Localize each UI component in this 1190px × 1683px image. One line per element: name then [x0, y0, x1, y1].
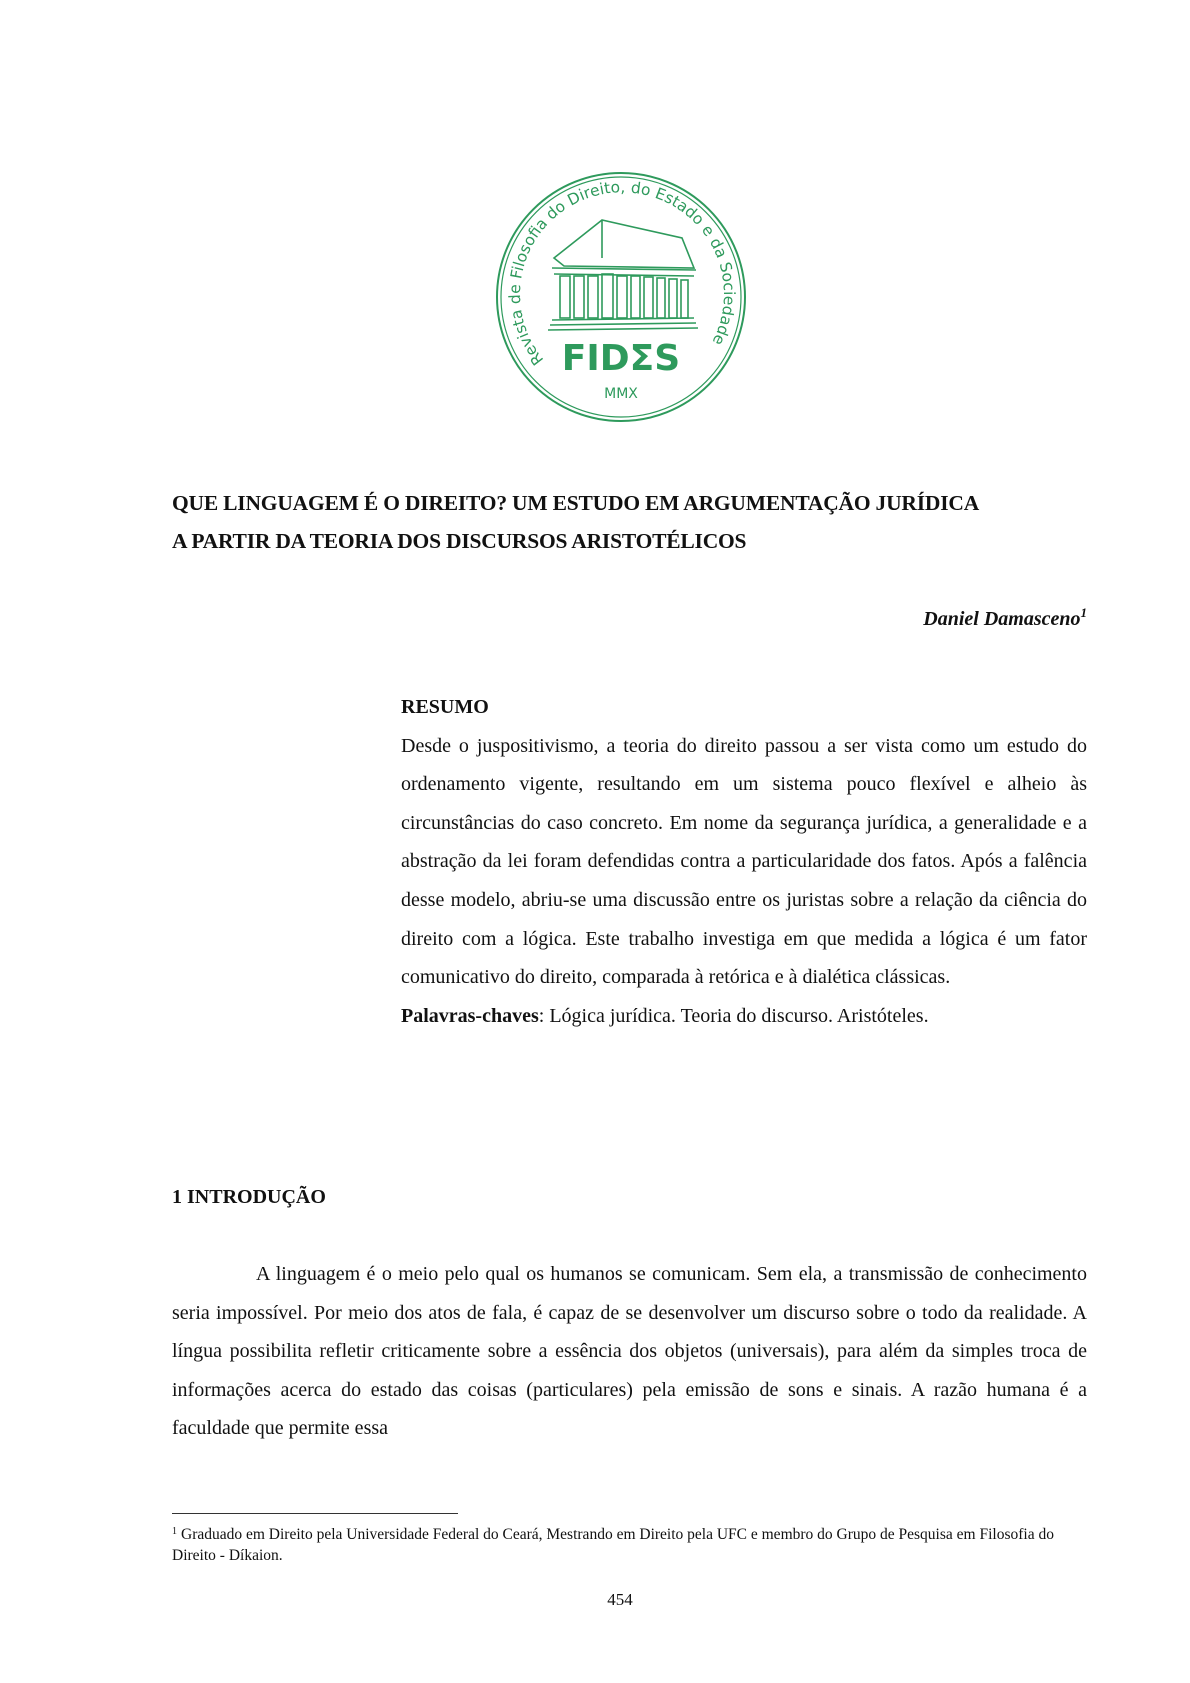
article-title	[172, 484, 1092, 560]
footnote-separator	[172, 1513, 458, 1514]
logo-subtitle: MMX	[604, 386, 638, 402]
fides-seal-icon	[494, 170, 748, 424]
journal-logo	[494, 170, 748, 424]
footnote-marker: 1	[172, 1526, 177, 1537]
logo-name: FIDΣS	[561, 338, 681, 379]
keywords	[401, 997, 1087, 1036]
footnote	[172, 1524, 1072, 1566]
keywords-label: Palavras-chaves	[401, 1004, 539, 1027]
abstract-heading: RESUMO	[401, 696, 489, 718]
section-heading: 1 INTRODUÇÃO	[172, 1186, 326, 1208]
page-number: 454	[607, 1590, 633, 1609]
abstract-text: Desde o juspositivismo, a teoria do direito passou a ser vista como um estudo do ordenamento vigente, resultando em um sistema pouco flexível e alheio às circunstâncias do caso concreto. Em nome da segurança jurídica, a generalidade e a abstração da lei foram defendidas contra a particularidade dos fatos. Após a falência desse modelo, abriu-se uma discussão entre os juristas sobre a relação da ciência do direito com a lógica. Este trabalho investiga em que medida a lógica é um fator comunicativo do direito, comparada à retórica e à dialética clássicas.	[401, 734, 1087, 989]
footnote-text: Graduado em Direito pela Universidade Federal do Ceará, Mestrando em Direito pela UFC e membro do Grupo de Pesquisa em Filosofia do Direito - Díkaion.	[172, 1526, 1054, 1564]
author-name: Daniel Damasceno	[923, 608, 1081, 630]
section-paragraph: A linguagem é o meio pelo qual os humanos se comunicam. Sem ela, a transmissão de conhecimento seria impossível. Por meio dos atos de fala, é capaz de se desenvolver um discurso sobre o todo da realidade. A língua possibilita refletir criticamente sobre a essência dos objetos (universais), para além da simples troca de informações acerca do estado das coisas (particulares) pela emissão de sons e sinais. A razão humana é a faculdade que permite essa	[172, 1263, 1087, 1440]
author	[923, 605, 1087, 631]
greek-temple-icon	[548, 220, 698, 330]
article-title-line-2: A PARTIR DA TEORIA DOS DISCURSOS ARISTOTÉLICOS	[172, 529, 747, 553]
keywords-text: : Lógica jurídica. Teoria do discurso. Aristóteles.	[538, 1004, 929, 1027]
logo-ring-text: Revista de Filosofia do Direito, do Estado e da Sociedade	[505, 178, 739, 369]
article-title-line-1: QUE LINGUAGEM É O DIREITO? UM ESTUDO EM ARGUMENTAÇÃO JURÍDICA	[172, 491, 980, 515]
abstract	[401, 688, 1087, 1035]
author-footnote-marker[interactable]: 1	[1080, 605, 1087, 620]
